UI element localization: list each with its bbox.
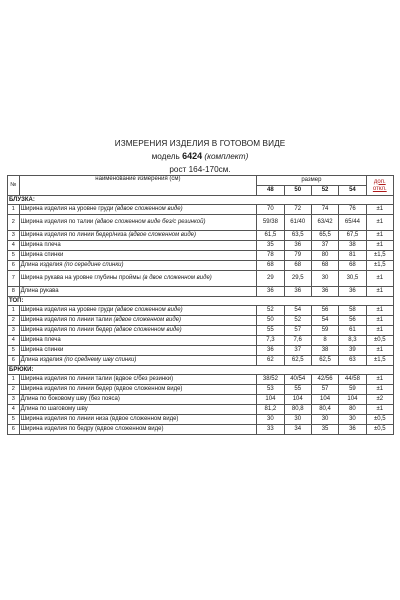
header-tolerance-line2: откл.	[372, 185, 387, 192]
value-size-52: 80	[311, 251, 338, 261]
value-size-50: 52	[284, 316, 311, 326]
table-row	[8, 287, 394, 297]
tolerance-value: ±1	[366, 385, 393, 395]
value-size-50: 29,5	[284, 271, 311, 287]
row-number: 6	[8, 356, 20, 366]
measurement-note: (вдвое сложенном виде)	[115, 206, 183, 212]
model-line	[0, 152, 400, 161]
value-size-50: 80,8	[284, 405, 311, 415]
value-size-54: 65/44	[339, 215, 366, 231]
table-row	[8, 251, 394, 261]
value-size-52: 63/42	[311, 215, 338, 231]
tolerance-value: ±1	[366, 215, 393, 231]
row-measurement	[19, 385, 257, 395]
measurement-name: Длина по боковому шву (без пояса)	[20, 396, 120, 402]
value-size-52: 104	[311, 395, 338, 405]
row-number: 3	[8, 395, 20, 405]
section-blouse	[8, 196, 394, 205]
value-size-50: 36	[284, 241, 311, 251]
measurement-name: Ширина изделия по талии	[20, 219, 94, 225]
header-size: размер	[257, 176, 366, 186]
table-row	[8, 415, 394, 425]
table-row	[8, 271, 394, 287]
measurement-note: (вдвое сложенном виде)	[128, 232, 196, 238]
row-measurement	[19, 241, 257, 251]
measurement-note: (по среднему шву спинки)	[64, 357, 137, 363]
row-measurement	[19, 306, 257, 316]
value-size-52: 38	[311, 346, 338, 356]
measurement-name: Длина изделия	[20, 262, 63, 268]
value-size-52: 42/56	[311, 375, 338, 385]
value-size-48: 33	[257, 425, 284, 435]
row-number: 3	[8, 231, 20, 241]
measurement-note: (по середине спинки)	[64, 262, 124, 268]
value-size-50: 72	[284, 205, 311, 215]
row-measurement	[19, 287, 257, 297]
measurement-name: Ширина спинки	[20, 347, 64, 353]
measurements-table-body	[8, 176, 394, 435]
model-label: модель	[151, 152, 180, 161]
value-size-50: 62,5	[284, 356, 311, 366]
header-size-50: 50	[284, 186, 311, 196]
value-size-54: 30	[339, 415, 366, 425]
value-size-52: 37	[311, 241, 338, 251]
row-measurement	[19, 251, 257, 261]
value-size-52: 74	[311, 205, 338, 215]
table-row	[8, 215, 394, 231]
tolerance-value: ±1	[366, 346, 393, 356]
value-size-50: 7,6	[284, 336, 311, 346]
row-measurement	[19, 231, 257, 241]
table-row	[8, 326, 394, 336]
section-title: БЛУЗКА:	[8, 196, 394, 205]
row-measurement	[19, 425, 257, 435]
value-size-54: 68	[339, 261, 366, 271]
value-size-50: 61/40	[284, 215, 311, 231]
tolerance-value: ±2	[366, 395, 393, 405]
tolerance-value: ±1	[366, 375, 393, 385]
value-size-50: 68	[284, 261, 311, 271]
growth-line: рост 164-170см.	[169, 165, 231, 174]
tolerance-value: ±1	[366, 205, 393, 215]
table-row	[8, 241, 394, 251]
row-measurement	[19, 316, 257, 326]
row-number: 4	[8, 241, 20, 251]
table-row	[8, 336, 394, 346]
value-size-48: 53	[257, 385, 284, 395]
value-size-52: 8	[311, 336, 338, 346]
tolerance-value: ±0,5	[366, 415, 393, 425]
value-size-48: 78	[257, 251, 284, 261]
value-size-52: 30	[311, 271, 338, 287]
value-size-48: 55	[257, 326, 284, 336]
measurement-name: Ширина изделия на уровне груди	[20, 206, 114, 212]
value-size-54: 104	[339, 395, 366, 405]
value-size-48: 81,2	[257, 405, 284, 415]
tolerance-value: ±1,5	[366, 251, 393, 261]
row-number: 1	[8, 205, 20, 215]
section-trousers	[8, 366, 394, 375]
value-size-50: 40/54	[284, 375, 311, 385]
value-size-52: 80,4	[311, 405, 338, 415]
tolerance-value: ±1	[366, 306, 393, 316]
value-size-54: 58	[339, 306, 366, 316]
measurement-name: Ширина изделия по линии низа (вдвое сложенном виде)	[20, 416, 179, 422]
measurement-name: Ширина изделия на уровне груди	[20, 307, 114, 313]
value-size-50: 63,5	[284, 231, 311, 241]
table-row	[8, 425, 394, 435]
document-title: ИЗМЕРЕНИЯ ИЗДЕЛИЯ В ГОТОВОМ ВИДЕ	[114, 139, 286, 148]
value-size-48: 29	[257, 271, 284, 287]
table-row	[8, 375, 394, 385]
value-size-48: 61,5	[257, 231, 284, 241]
header-tolerance	[366, 176, 393, 196]
value-size-48: 36	[257, 346, 284, 356]
value-size-54: 36	[339, 287, 366, 297]
tolerance-value: ±1	[366, 271, 393, 287]
tolerance-value: ±0,5	[366, 336, 393, 346]
tolerance-value: ±1	[366, 287, 393, 297]
table-row	[8, 316, 394, 326]
table-row	[8, 356, 394, 366]
row-number: 2	[8, 215, 20, 231]
tolerance-value: ±1	[366, 326, 393, 336]
row-number: 5	[8, 251, 20, 261]
table-header-row	[8, 176, 394, 186]
value-size-48: 50	[257, 316, 284, 326]
header-measurement-name: наименование измерения (см)	[19, 176, 257, 196]
row-number: 5	[8, 346, 20, 356]
tolerance-value: ±1,5	[366, 261, 393, 271]
row-number: 2	[8, 385, 20, 395]
value-size-54: 63	[339, 356, 366, 366]
value-size-48: 59/38	[257, 215, 284, 231]
measurement-name: Длина изделия	[20, 357, 63, 363]
value-size-48: 36	[257, 287, 284, 297]
header-number: №	[8, 176, 20, 196]
value-size-54: 56	[339, 316, 366, 326]
model-number: 6424	[182, 151, 203, 161]
value-size-54: 36	[339, 425, 366, 435]
value-size-50: 79	[284, 251, 311, 261]
value-size-48: 30	[257, 415, 284, 425]
value-size-50: 54	[284, 306, 311, 316]
row-number: 2	[8, 316, 20, 326]
value-size-48: 7,3	[257, 336, 284, 346]
row-number: 4	[8, 405, 20, 415]
measurement-name: Ширина рукава на уровне глубины проймы	[20, 275, 141, 281]
value-size-52: 57	[311, 385, 338, 395]
row-number: 1	[8, 306, 20, 316]
row-number: 3	[8, 326, 20, 336]
row-number: 8	[8, 287, 20, 297]
row-measurement	[19, 326, 257, 336]
table-row	[8, 205, 394, 215]
tolerance-value: ±1	[366, 241, 393, 251]
value-size-54: 39	[339, 346, 366, 356]
value-size-50: 55	[284, 385, 311, 395]
table-row	[8, 405, 394, 415]
row-number: 7	[8, 271, 20, 287]
value-size-48: 104	[257, 395, 284, 405]
value-size-54: 80	[339, 405, 366, 415]
measurement-note: (в двое сложенном виде)	[142, 275, 212, 281]
row-number: 5	[8, 415, 20, 425]
tolerance-value: ±1	[366, 316, 393, 326]
measurements-table	[7, 175, 394, 435]
row-measurement	[19, 405, 257, 415]
row-number: 6	[8, 425, 20, 435]
measurement-note: (вдвое сложенном виде)	[114, 327, 182, 333]
row-number: 6	[8, 261, 20, 271]
value-size-52: 35	[311, 425, 338, 435]
value-size-52: 62,5	[311, 356, 338, 366]
value-size-50: 37	[284, 346, 311, 356]
value-size-50: 104	[284, 395, 311, 405]
value-size-54: 30,5	[339, 271, 366, 287]
value-size-54: 67,5	[339, 231, 366, 241]
row-measurement	[19, 395, 257, 405]
value-size-54: 59	[339, 385, 366, 395]
row-measurement	[19, 271, 257, 287]
row-number: 4	[8, 336, 20, 346]
value-size-54: 8,3	[339, 336, 366, 346]
value-size-50: 34	[284, 425, 311, 435]
value-size-48: 62	[257, 356, 284, 366]
value-size-52: 54	[311, 316, 338, 326]
table-row	[8, 231, 394, 241]
value-size-52: 68	[311, 261, 338, 271]
model-note: (комплект)	[204, 152, 249, 161]
table-row	[8, 261, 394, 271]
row-measurement	[19, 375, 257, 385]
value-size-48: 52	[257, 306, 284, 316]
measurement-name: Ширина изделия по линии бедер (вдвое сложенном виде)	[20, 386, 183, 392]
table-row	[8, 346, 394, 356]
row-measurement	[19, 205, 257, 215]
value-size-54: 81	[339, 251, 366, 261]
measurement-name: Ширина плеча	[20, 242, 61, 248]
measurement-note: (вдвое сложенном виде)	[115, 307, 183, 313]
table-row	[8, 395, 394, 405]
value-size-52: 36	[311, 287, 338, 297]
measurement-name: Длина рукава	[20, 288, 59, 294]
value-size-54: 38	[339, 241, 366, 251]
measurement-name: Ширина спинки	[20, 252, 64, 258]
row-measurement	[19, 356, 257, 366]
value-size-54: 44/58	[339, 375, 366, 385]
header-tolerance-line1: доп.	[373, 178, 386, 185]
value-size-48: 35	[257, 241, 284, 251]
tolerance-value: ±1	[366, 231, 393, 241]
header-size-52: 52	[311, 186, 338, 196]
value-size-52: 56	[311, 306, 338, 316]
table-row	[8, 385, 394, 395]
measurement-name: Ширина изделия по линии талии	[20, 317, 112, 323]
section-title: ТОП:	[8, 297, 394, 306]
value-size-48: 38/52	[257, 375, 284, 385]
row-measurement	[19, 346, 257, 356]
value-size-52: 65,5	[311, 231, 338, 241]
measurement-name: Длина по шаговому шву	[20, 406, 88, 412]
measurement-name: Ширина изделия по линии талии (вдвое с/без резинки)	[20, 376, 174, 382]
value-size-50: 36	[284, 287, 311, 297]
table-row	[8, 306, 394, 316]
tolerance-value: ±1,5	[366, 356, 393, 366]
row-measurement	[19, 415, 257, 425]
value-size-48: 68	[257, 261, 284, 271]
measurement-name: Ширина плеча	[20, 337, 61, 343]
measurement-name: Ширина изделия по линии бедер	[20, 327, 113, 333]
value-size-52: 59	[311, 326, 338, 336]
row-measurement	[19, 215, 257, 231]
value-size-50: 57	[284, 326, 311, 336]
value-size-48: 70	[257, 205, 284, 215]
value-size-54: 76	[339, 205, 366, 215]
section-top	[8, 297, 394, 306]
row-measurement	[19, 336, 257, 346]
tolerance-value: ±0,5	[366, 425, 393, 435]
header-size-48: 48	[257, 186, 284, 196]
measurement-note: (вдвое сложенном виде)	[113, 317, 182, 323]
measurement-note: (вдвое сложенном виде без/с резинкой)	[94, 219, 206, 225]
tolerance-value: ±1	[366, 405, 393, 415]
value-size-50: 30	[284, 415, 311, 425]
row-measurement	[19, 261, 257, 271]
measurement-name: Ширина изделия по бедру (вдвое сложенном виде)	[20, 426, 164, 432]
section-title: БРЮКИ:	[8, 366, 394, 375]
header-size-54: 54	[339, 186, 366, 196]
value-size-54: 61	[339, 326, 366, 336]
measurement-name: Ширина изделия по линии бедер/низа	[20, 232, 127, 238]
row-number: 1	[8, 375, 20, 385]
value-size-52: 30	[311, 415, 338, 425]
